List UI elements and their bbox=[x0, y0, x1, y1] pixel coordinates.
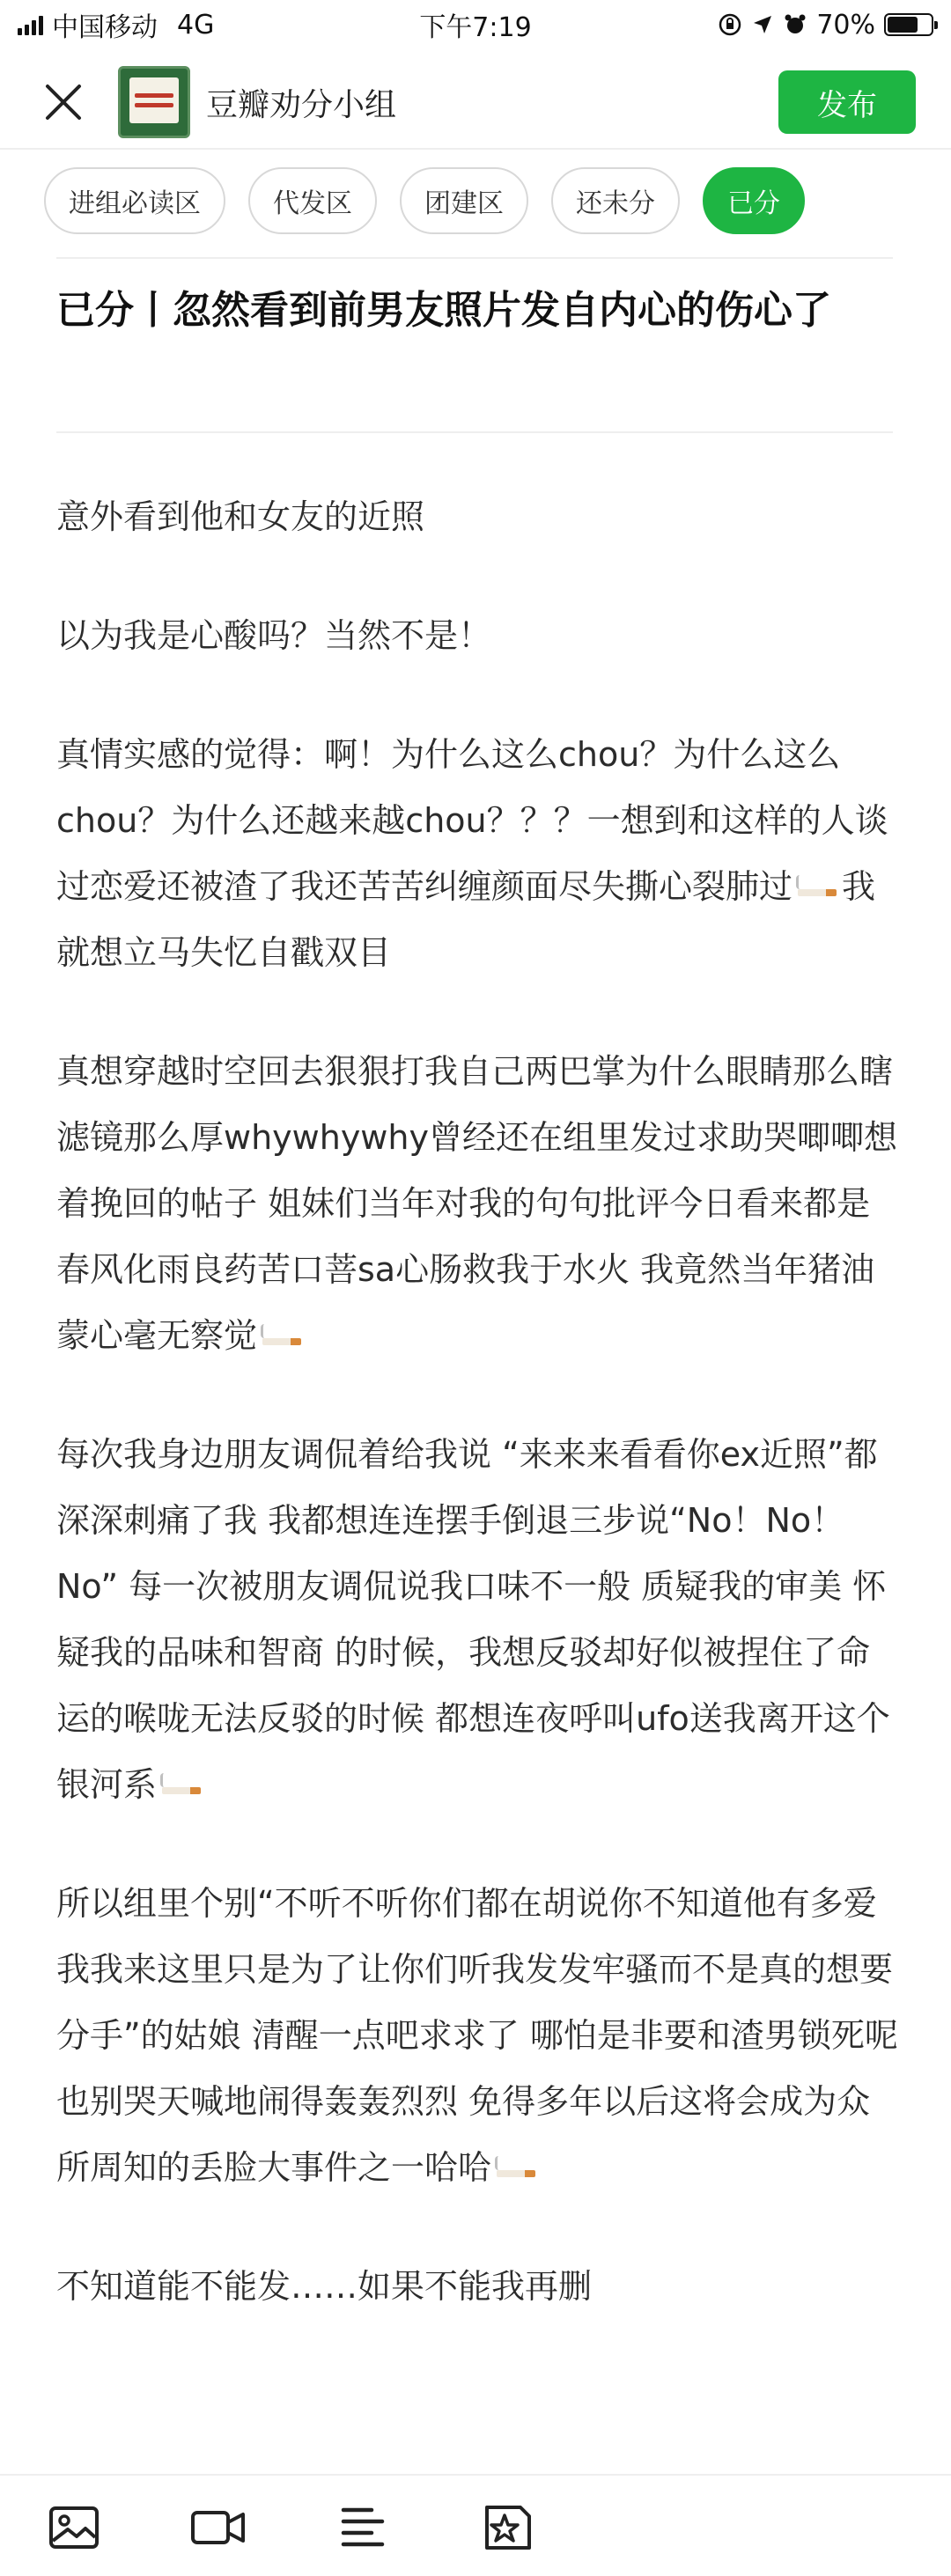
group-name[interactable]: 豆瓣劝分小组 bbox=[206, 86, 397, 123]
battery-level bbox=[888, 17, 918, 33]
status-left bbox=[18, 5, 214, 44]
close-icon bbox=[44, 83, 83, 121]
cigarette-emoji-icon bbox=[157, 1770, 206, 1800]
tag-must-read[interactable]: 进组必读区 bbox=[44, 167, 225, 234]
insert-sticker-button[interactable] bbox=[479, 2499, 535, 2556]
avatar-sign-graphic bbox=[129, 77, 179, 123]
paragraph: 所以组里个别“不听不听你们都在胡说你不知道他有多爱我我来这里只是为了让你们听我发发牢骚而不是真的想要分手”的姑娘 清醒一点吧求求了 哪怕是非要和渣男锁死呢 也别哭天喊地闹得轰轰烈烈 免得多年以后这将会成为众所周知的丢脸大事件之一哈哈 bbox=[56, 1884, 898, 2187]
sticker-icon bbox=[482, 2502, 533, 2553]
clock: 下午7:19 bbox=[419, 12, 532, 43]
paragraph: 真情实感的觉得：啊！为什么这么chou？为什么这么chou？为什么还越来越chou？？？一想到和这样的人谈过恋爱还被渣了我还苦苦纠缠颜面尽失撕心裂肺过 我就想立马失忆自戳双目 bbox=[56, 735, 888, 972]
text-format-button[interactable] bbox=[335, 2499, 391, 2556]
cigarette-emoji-icon bbox=[491, 2153, 541, 2182]
header bbox=[0, 58, 951, 146]
alarm-icon bbox=[783, 12, 807, 37]
cigarette-emoji-icon bbox=[257, 1321, 306, 1351]
editor-toolbar bbox=[0, 2488, 951, 2567]
battery-percent: 70% bbox=[816, 9, 875, 40]
paragraph: 真想穿越时空回去狠狠打我自己两巴掌为什么眼睛那么瞎滤镜那么厚whywhywhy曾经还在组里发过求助哭唧唧想着挽回的帖子 姐妹们当年对我的句句批评今日看来都是春风化雨良药苦口菩sa心肠救我于水火 我竟然当年猪油蒙心毫无察觉 bbox=[56, 1052, 897, 1355]
image-icon bbox=[48, 2506, 100, 2550]
insert-video-button[interactable] bbox=[190, 2499, 247, 2556]
paragraph: 意外看到他和女友的近照 bbox=[56, 497, 425, 536]
tag-not-broken-up[interactable]: 还未分 bbox=[551, 167, 680, 234]
title-divider bbox=[56, 431, 893, 433]
publish-button[interactable]: 发布 bbox=[778, 70, 916, 134]
close-button[interactable] bbox=[35, 74, 92, 130]
group-avatar bbox=[118, 66, 190, 138]
status-right bbox=[718, 10, 933, 40]
tag-team-building[interactable]: 团建区 bbox=[400, 167, 528, 234]
toolbar-divider bbox=[0, 2474, 951, 2476]
paragraph: 以为我是心酸吗？当然不是！ bbox=[56, 616, 492, 655]
insert-image-button[interactable] bbox=[46, 2499, 102, 2556]
paragraph: 不知道能不能发……如果不能我再删 bbox=[56, 2267, 593, 2306]
post-body[interactable] bbox=[56, 484, 902, 2320]
battery-icon bbox=[884, 13, 933, 36]
cigarette-emoji-icon bbox=[792, 872, 842, 902]
tags-divider bbox=[56, 257, 893, 259]
post-title[interactable]: 已分丨忽然看到前男友照片发自内心的伤心了 bbox=[56, 288, 831, 333]
tag-list bbox=[44, 167, 805, 236]
tag-broken-up[interactable]: 已分 bbox=[703, 167, 805, 234]
video-icon bbox=[190, 2508, 247, 2547]
network-label: 4G bbox=[177, 9, 215, 40]
orientation-lock-icon bbox=[718, 12, 742, 37]
location-icon bbox=[751, 13, 774, 36]
tag-proxy-post[interactable]: 代发区 bbox=[248, 167, 377, 234]
header-divider bbox=[0, 148, 951, 150]
text-format-icon bbox=[340, 2505, 386, 2550]
status-bar bbox=[0, 0, 951, 49]
signal-icon bbox=[18, 14, 43, 35]
paragraph: 每次我身边朋友调侃着给我说 “来来来看看你ex近照”都深深刺痛了我 我都想连连摆手倒退三步说“No！No！No” 每一次被朋友调侃说我口味不一般 质疑我的审美 怀疑我的品味和智商 的时候，我想反驳却好似被捏住了命运的喉咙无法反驳的时候 都想连夜呼叫ufo送我离开这个银河系 bbox=[56, 1435, 890, 1804]
carrier-label: 中国移动 bbox=[52, 12, 158, 43]
